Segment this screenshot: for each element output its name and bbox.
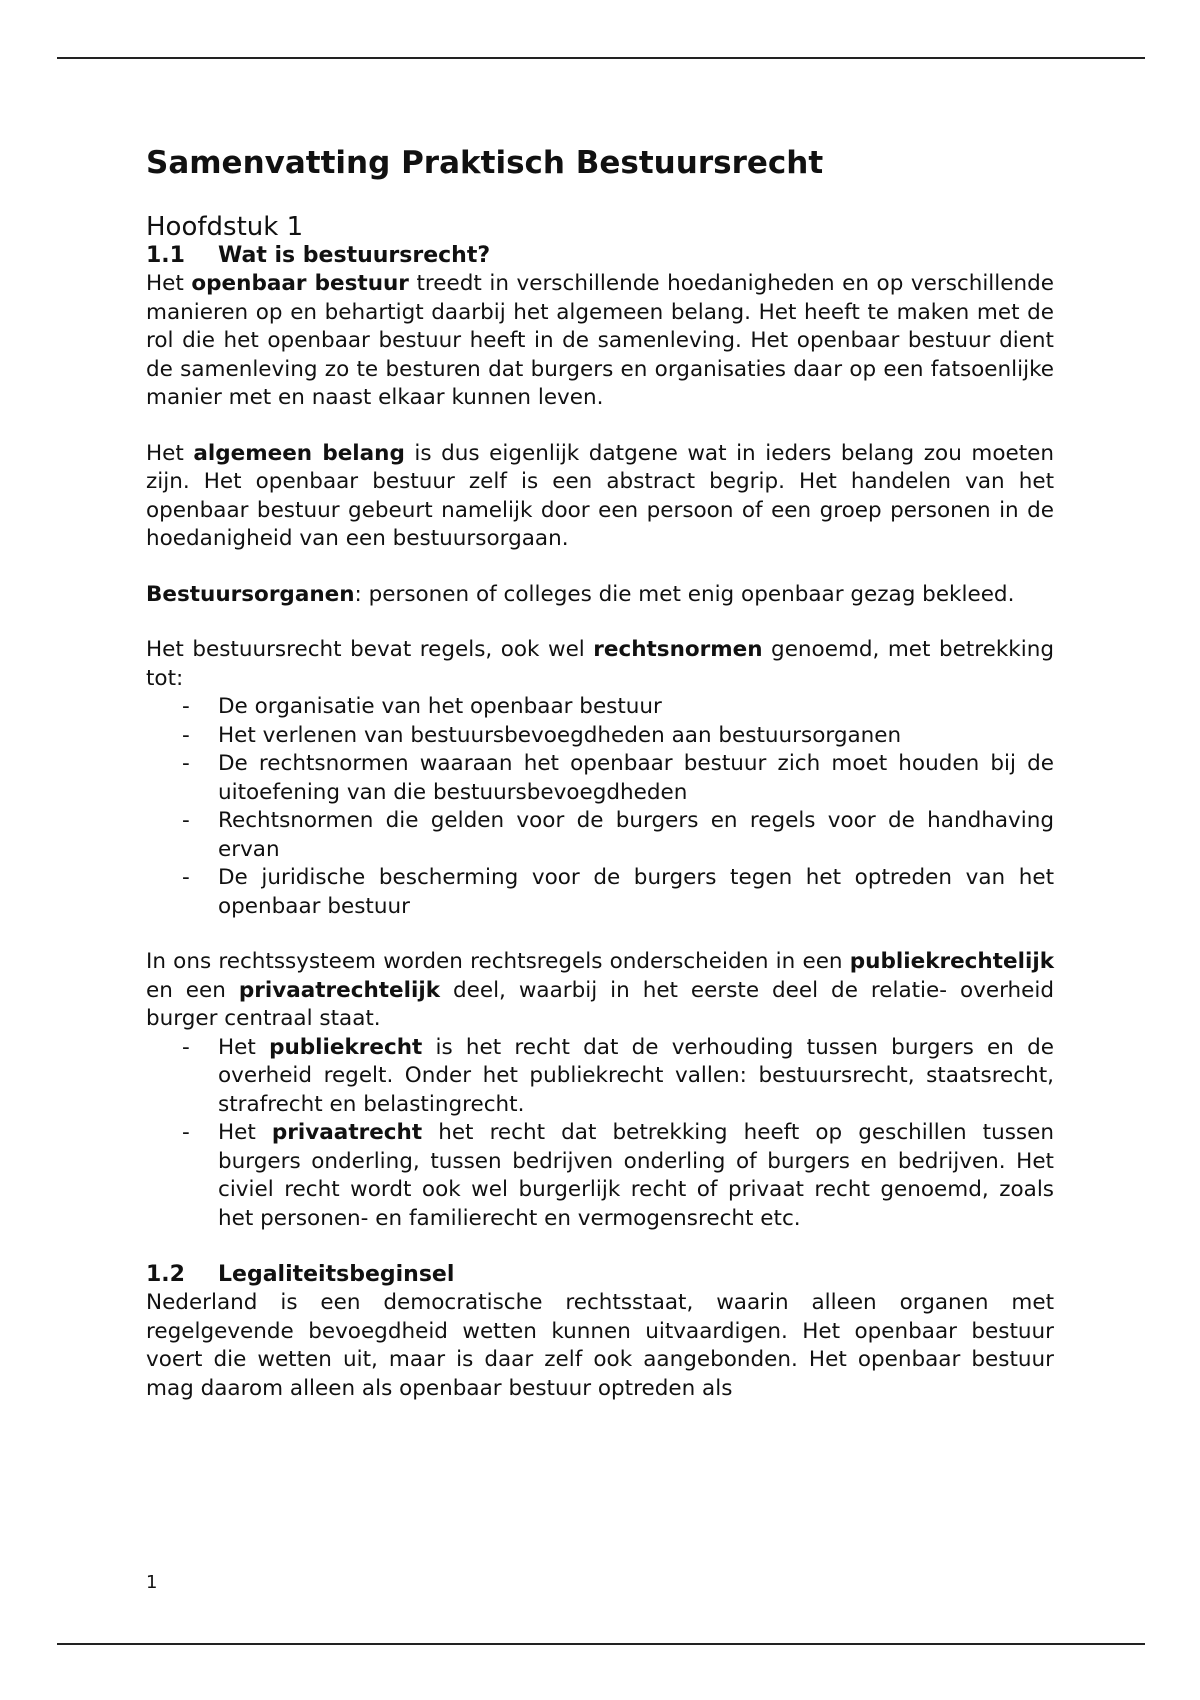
text-run: deel, waarbij in het eerste deel de relatie- overheid burger centraal staat. xyxy=(146,977,1055,1031)
section-heading-1-1 xyxy=(146,242,1054,270)
paragraph-rechtssysteem xyxy=(146,948,1054,1034)
header-rule xyxy=(57,57,1145,59)
section-heading-1-2 xyxy=(146,1261,1054,1289)
section-number: 1.1 xyxy=(146,243,185,268)
footer-rule xyxy=(57,1643,1145,1645)
bold-term: publiekrechtelijk xyxy=(849,949,1054,974)
text-run: Het xyxy=(218,1120,272,1145)
paragraph-algemeen-belang xyxy=(146,440,1054,554)
section-title: Legaliteitsbeginsel xyxy=(218,1262,455,1287)
bold-term: Bestuursorganen xyxy=(146,581,355,607)
bold-term: rechtsnormen xyxy=(593,637,763,662)
page-number: 1 xyxy=(146,1572,158,1593)
paragraph-rechtsnormen xyxy=(146,636,1054,693)
bold-term: privaatrecht xyxy=(271,1120,423,1145)
list-item: - Het verlenen van bestuursbevoegdheden aan bestuursorganen xyxy=(218,722,1054,751)
bold-term: openbaar bestuur xyxy=(191,271,409,296)
document-title: Samenvatting Praktisch Bestuursrecht xyxy=(146,145,824,181)
bold-term: algemeen belang xyxy=(193,440,405,466)
bold-term: privaatrechtelijk xyxy=(238,977,441,1003)
list-item-privaatrecht xyxy=(218,1119,1054,1233)
text-run: : personen of colleges die met enig openbaar gezag bekleed. xyxy=(354,581,1015,607)
chapter-heading: Hoofdstuk 1 xyxy=(146,212,304,242)
list-item-publiekrecht xyxy=(218,1034,1054,1120)
list-item: - De organisatie van het openbaar bestuur xyxy=(218,693,1054,722)
text-run: genoemd, met betrekking tot: xyxy=(146,637,1054,691)
bold-term: publiekrecht xyxy=(269,1034,423,1060)
text-run: het recht dat betrekking heeft op geschillen tussen burgers onderling, tussen bedrijven onderling of burgers en bedrijven. Het civiel recht wordt ook wel burgerlijk recht of privaat recht genoemd, zoals het personen- en familierecht en vermogensrecht etc. xyxy=(218,1120,1054,1231)
text-run: Het xyxy=(146,440,194,466)
paragraph-legaliteitsbeginsel: Nederland is een democratische rechtsstaat, waarin alleen organen met regelgevende bevoegdheid wetten kunnen uitvaardigen. Het openbaar bestuur voert die wetten uit, maar is daar zelf ook aangebonden. Het openbaar bestuur mag daarom alleen als openbaar bestuur optreden als xyxy=(146,1290,1054,1401)
text-run: treedt in verschillende hoedanigheden en op verschillende manieren op en behartigt daarbij het algemeen belang. Het heeft te maken met de rol die het openbaar bestuur heeft in de samenleving. Het openbaar bestuur dient de samenleving zo te besturen dat burgers en organisaties daar op een fatsoenlijke manier met en naast elkaar kunnen leven. xyxy=(146,271,1054,410)
paragraph-bestuursorganen xyxy=(146,581,1054,610)
list-item: - De juridische bescherming voor de burgers tegen het optreden van het openbaar bestuur xyxy=(218,864,1054,921)
section-number: 1.2 xyxy=(146,1262,185,1287)
list-item: - De rechtsnormen waaraan het openbaar bestuur zich moet houden bij de uitoefening van die bestuursbevoegdheden xyxy=(218,750,1054,807)
text-run: In ons rechtssysteem worden rechtsregels onderscheiden in een xyxy=(146,949,850,974)
text-run: Het xyxy=(146,271,192,296)
section-title: Wat is bestuursrecht? xyxy=(218,243,491,268)
rechtsnormen-list xyxy=(146,693,1054,921)
text-run: en een xyxy=(146,977,239,1003)
paragraph-openbaar-bestuur xyxy=(146,270,1054,413)
recht-types-list xyxy=(146,1034,1054,1234)
text-run: Het bestuursrecht bevat regels, ook wel xyxy=(146,637,594,662)
text-run: Het xyxy=(218,1034,270,1060)
text-run: is dus eigenlijk datgene wat in ieders belang zou moeten zijn. Het openbaar bestuur zelf is een abstract begrip. Het handelen van het openbaar bestuur gebeurt namelijk door een persoon of een groep personen in de hoedanigheid van een bestuursorgaan. xyxy=(146,440,1054,551)
list-item: - Rechtsnormen die gelden voor de burgers en regels voor de handhaving ervan xyxy=(218,807,1054,864)
text-run: is het recht dat de verhouding tussen burgers en de overheid regelt. Onder het publiekrecht vallen: bestuursrecht, staatsrecht, strafrecht en belastingrecht. xyxy=(218,1034,1054,1117)
page-content xyxy=(146,138,1054,1403)
